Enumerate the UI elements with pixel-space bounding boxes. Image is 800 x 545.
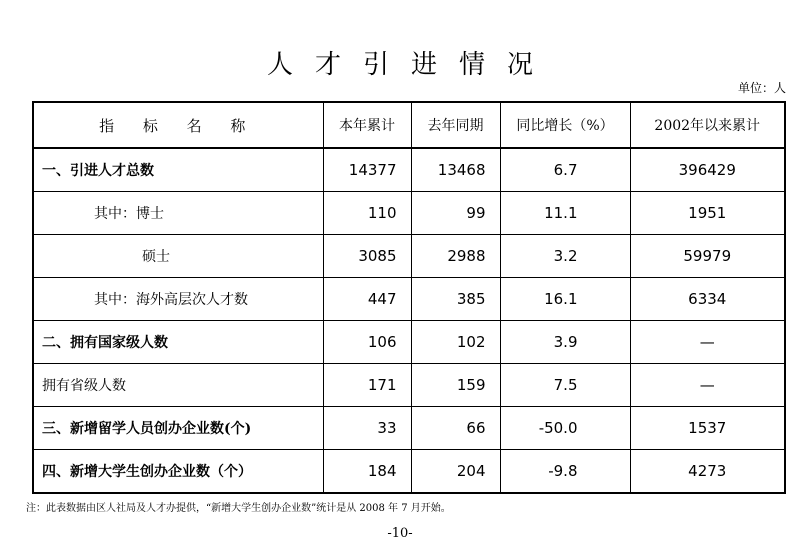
talent-table xyxy=(32,101,786,494)
cell-last-year: 204 xyxy=(411,450,500,494)
row-name: 三、新增留学人员创办企业数(个) xyxy=(33,407,323,450)
cell-total: 1537 xyxy=(630,407,785,450)
table-row xyxy=(33,407,785,450)
cell-growth: 11.1 xyxy=(500,192,630,235)
table-row xyxy=(33,148,785,192)
header-indicator-name: 指 标 名 称 xyxy=(33,102,323,148)
table-row xyxy=(33,450,785,494)
cell-growth: -50.0 xyxy=(500,407,630,450)
unit-label: 单位：人 xyxy=(737,81,786,95)
cell-total: 1951 xyxy=(630,192,785,235)
cell-growth: -9.8 xyxy=(500,450,630,494)
row-name: 二、拥有国家级人数 xyxy=(33,321,323,364)
table-row xyxy=(33,321,785,364)
cell-current: 184 xyxy=(323,450,411,494)
row-name: 拥有省级人数 xyxy=(33,364,323,407)
cell-current: 171 xyxy=(323,364,411,407)
cell-current: 106 xyxy=(323,321,411,364)
cell-total: — xyxy=(630,321,785,364)
header-last-year: 去年同期 xyxy=(411,102,500,148)
cell-total: — xyxy=(630,364,785,407)
cell-current: 110 xyxy=(323,192,411,235)
table-row xyxy=(33,192,785,235)
table-header-row xyxy=(33,102,785,148)
header-current-year: 本年累计 xyxy=(323,102,411,148)
cell-total: 396429 xyxy=(630,148,785,192)
cell-current: 33 xyxy=(323,407,411,450)
row-name: 其中：海外高层次人才数 xyxy=(33,278,323,321)
cell-last-year: 102 xyxy=(411,321,500,364)
row-name: 其中：博士 xyxy=(33,192,323,235)
cell-growth: 7.5 xyxy=(500,364,630,407)
table-row xyxy=(33,278,785,321)
cell-last-year: 66 xyxy=(411,407,500,450)
header-total-since-2002: 2002年以来累计 xyxy=(630,102,785,148)
row-name: 一、引进人才总数 xyxy=(33,148,323,192)
cell-last-year: 99 xyxy=(411,192,500,235)
cell-growth: 16.1 xyxy=(500,278,630,321)
cell-growth: 3.9 xyxy=(500,321,630,364)
page-number: -10- xyxy=(387,526,413,541)
cell-last-year: 159 xyxy=(411,364,500,407)
header-growth: 同比增长（%） xyxy=(500,102,630,148)
cell-current: 14377 xyxy=(323,148,411,192)
cell-growth: 3.2 xyxy=(500,235,630,278)
table-row xyxy=(33,364,785,407)
cell-last-year: 13468 xyxy=(411,148,500,192)
table-row xyxy=(33,235,785,278)
cell-total: 6334 xyxy=(630,278,785,321)
row-name: 硕士 xyxy=(33,235,323,278)
row-name: 四、新增大学生创办企业数（个） xyxy=(33,450,323,494)
cell-growth: 6.7 xyxy=(500,148,630,192)
cell-last-year: 2988 xyxy=(411,235,500,278)
cell-current: 3085 xyxy=(323,235,411,278)
footnote: 注：此表数据由区人社局及人才办提供，“新增大学生创办企业数”统计是从 2008 年 7 月开始。 xyxy=(26,503,451,514)
cell-total: 59979 xyxy=(630,235,785,278)
cell-current: 447 xyxy=(323,278,411,321)
cell-total: 4273 xyxy=(630,450,785,494)
page-title: 人才引进情况 xyxy=(266,50,555,80)
cell-last-year: 385 xyxy=(411,278,500,321)
